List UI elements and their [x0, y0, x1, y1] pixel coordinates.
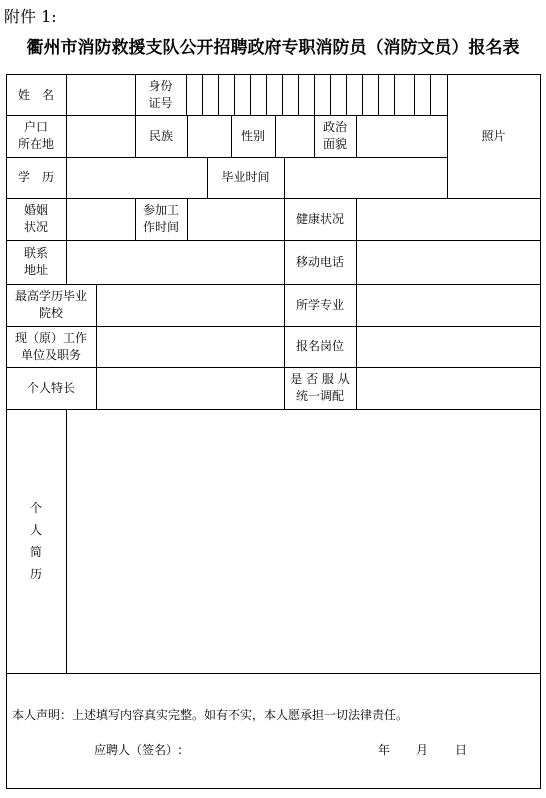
political-status-label: 政治 面貌: [322, 120, 347, 151]
position-applied-label: 报名岗位: [295, 339, 344, 353]
declaration-text: 本人声明：上述填写内容真实完整。如有不实，本人愿承担一切法律责任。: [12, 708, 409, 722]
work-start-time-label: 参加工 作时间: [142, 203, 179, 234]
name-label: 姓 名: [17, 87, 54, 102]
hukou-label: 户口 所在地: [17, 120, 54, 151]
address-label: 联系 地址: [23, 246, 48, 277]
gender-label: 性别: [240, 128, 265, 143]
mobile-label: 移动电话: [295, 254, 344, 269]
marital-status-label: 婚姻 状况: [23, 203, 48, 234]
ethnicity-label: 民族: [148, 128, 173, 143]
photo-placeholder: 照片: [481, 128, 506, 143]
current-job-label: 现（原）工作 单位及职务: [14, 330, 87, 362]
form-title: 衢州市消防救援支队公开招聘政府专职消防员（消防文员）报名表: [26, 38, 520, 58]
health-label: 健康状况: [295, 211, 344, 226]
major-label: 所学专业: [295, 297, 344, 312]
attachment-label: 附件 1:: [4, 7, 57, 26]
signature-label: 应聘人（签名）:: [94, 743, 183, 757]
graduation-time-label: 毕业时间: [221, 170, 270, 184]
date-month-label: 月: [416, 743, 429, 757]
obey-assignment-label: 是 否 服 从 统一调配: [290, 372, 350, 403]
date-year-label: 年: [378, 743, 391, 757]
school-label: 最高学历毕业 院校: [14, 289, 87, 320]
date-day-label: 日: [455, 743, 468, 757]
specialty-label: 个人特长: [26, 380, 75, 395]
id-number-label: 身份 证号: [148, 79, 173, 110]
resume-label: 个 人 简 历: [29, 501, 42, 581]
education-label: 学 历: [17, 170, 54, 184]
